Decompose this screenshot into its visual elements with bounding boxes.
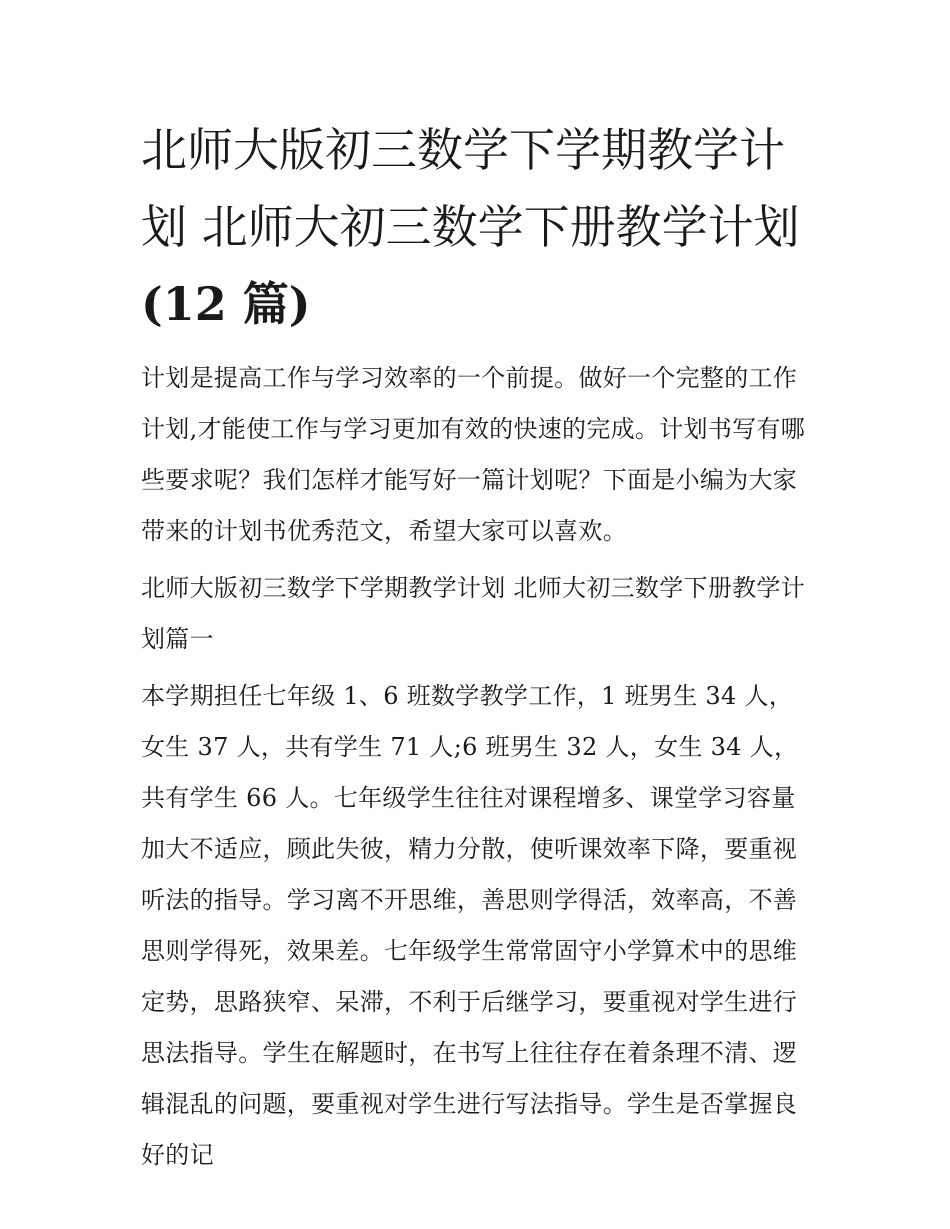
section-heading: 北师大版初三数学下学期教学计划 北师大初三数学下册教学计划篇一 [141, 574, 806, 653]
body-paragraph: 本学期担任七年级 1、6 班数学教学工作，1 班男生 34 人，女生 37 人，共有学生 71 人;6 班男生 32 人，女生 34 人，共有学生 66 人。七年级学生往往对课程增多、课堂学习容量加大不适应，顾此失彼，精力分散，使听课效率下降，要重视听法的指导。学习离不开思维，善思则学得活，效率高，不善思则学得死，效果差。七年级学生常常固守小学算术中的思维定势，思路狭窄、呆滞，不利于后继学习，要重视对学生进行思法指导。学生在解题时，在书写上往往存在着条理不清、逻辑混乱的问题，要重视对学生进行写法指导。学生是否掌握良好的记 [141, 682, 799, 1169]
document-title-main: 北师大版初三数学下学期教学计划 北师大初三数学下册教学计划 [141, 123, 800, 254]
intro-paragraph: 计划是提高工作与学习效率的一个前提。做好一个完整的工作计划,才能使工作与学习更加有效的快速的完成。计划书写有哪些要求呢？我们怎样才能写好一篇计划呢？下面是小编为大家带来的计划书优秀范文，希望大家可以喜欢。 [141, 364, 806, 545]
document-title [141, 112, 813, 343]
document-title-suffix: (12 篇) [141, 277, 311, 331]
document-content [141, 112, 813, 1181]
